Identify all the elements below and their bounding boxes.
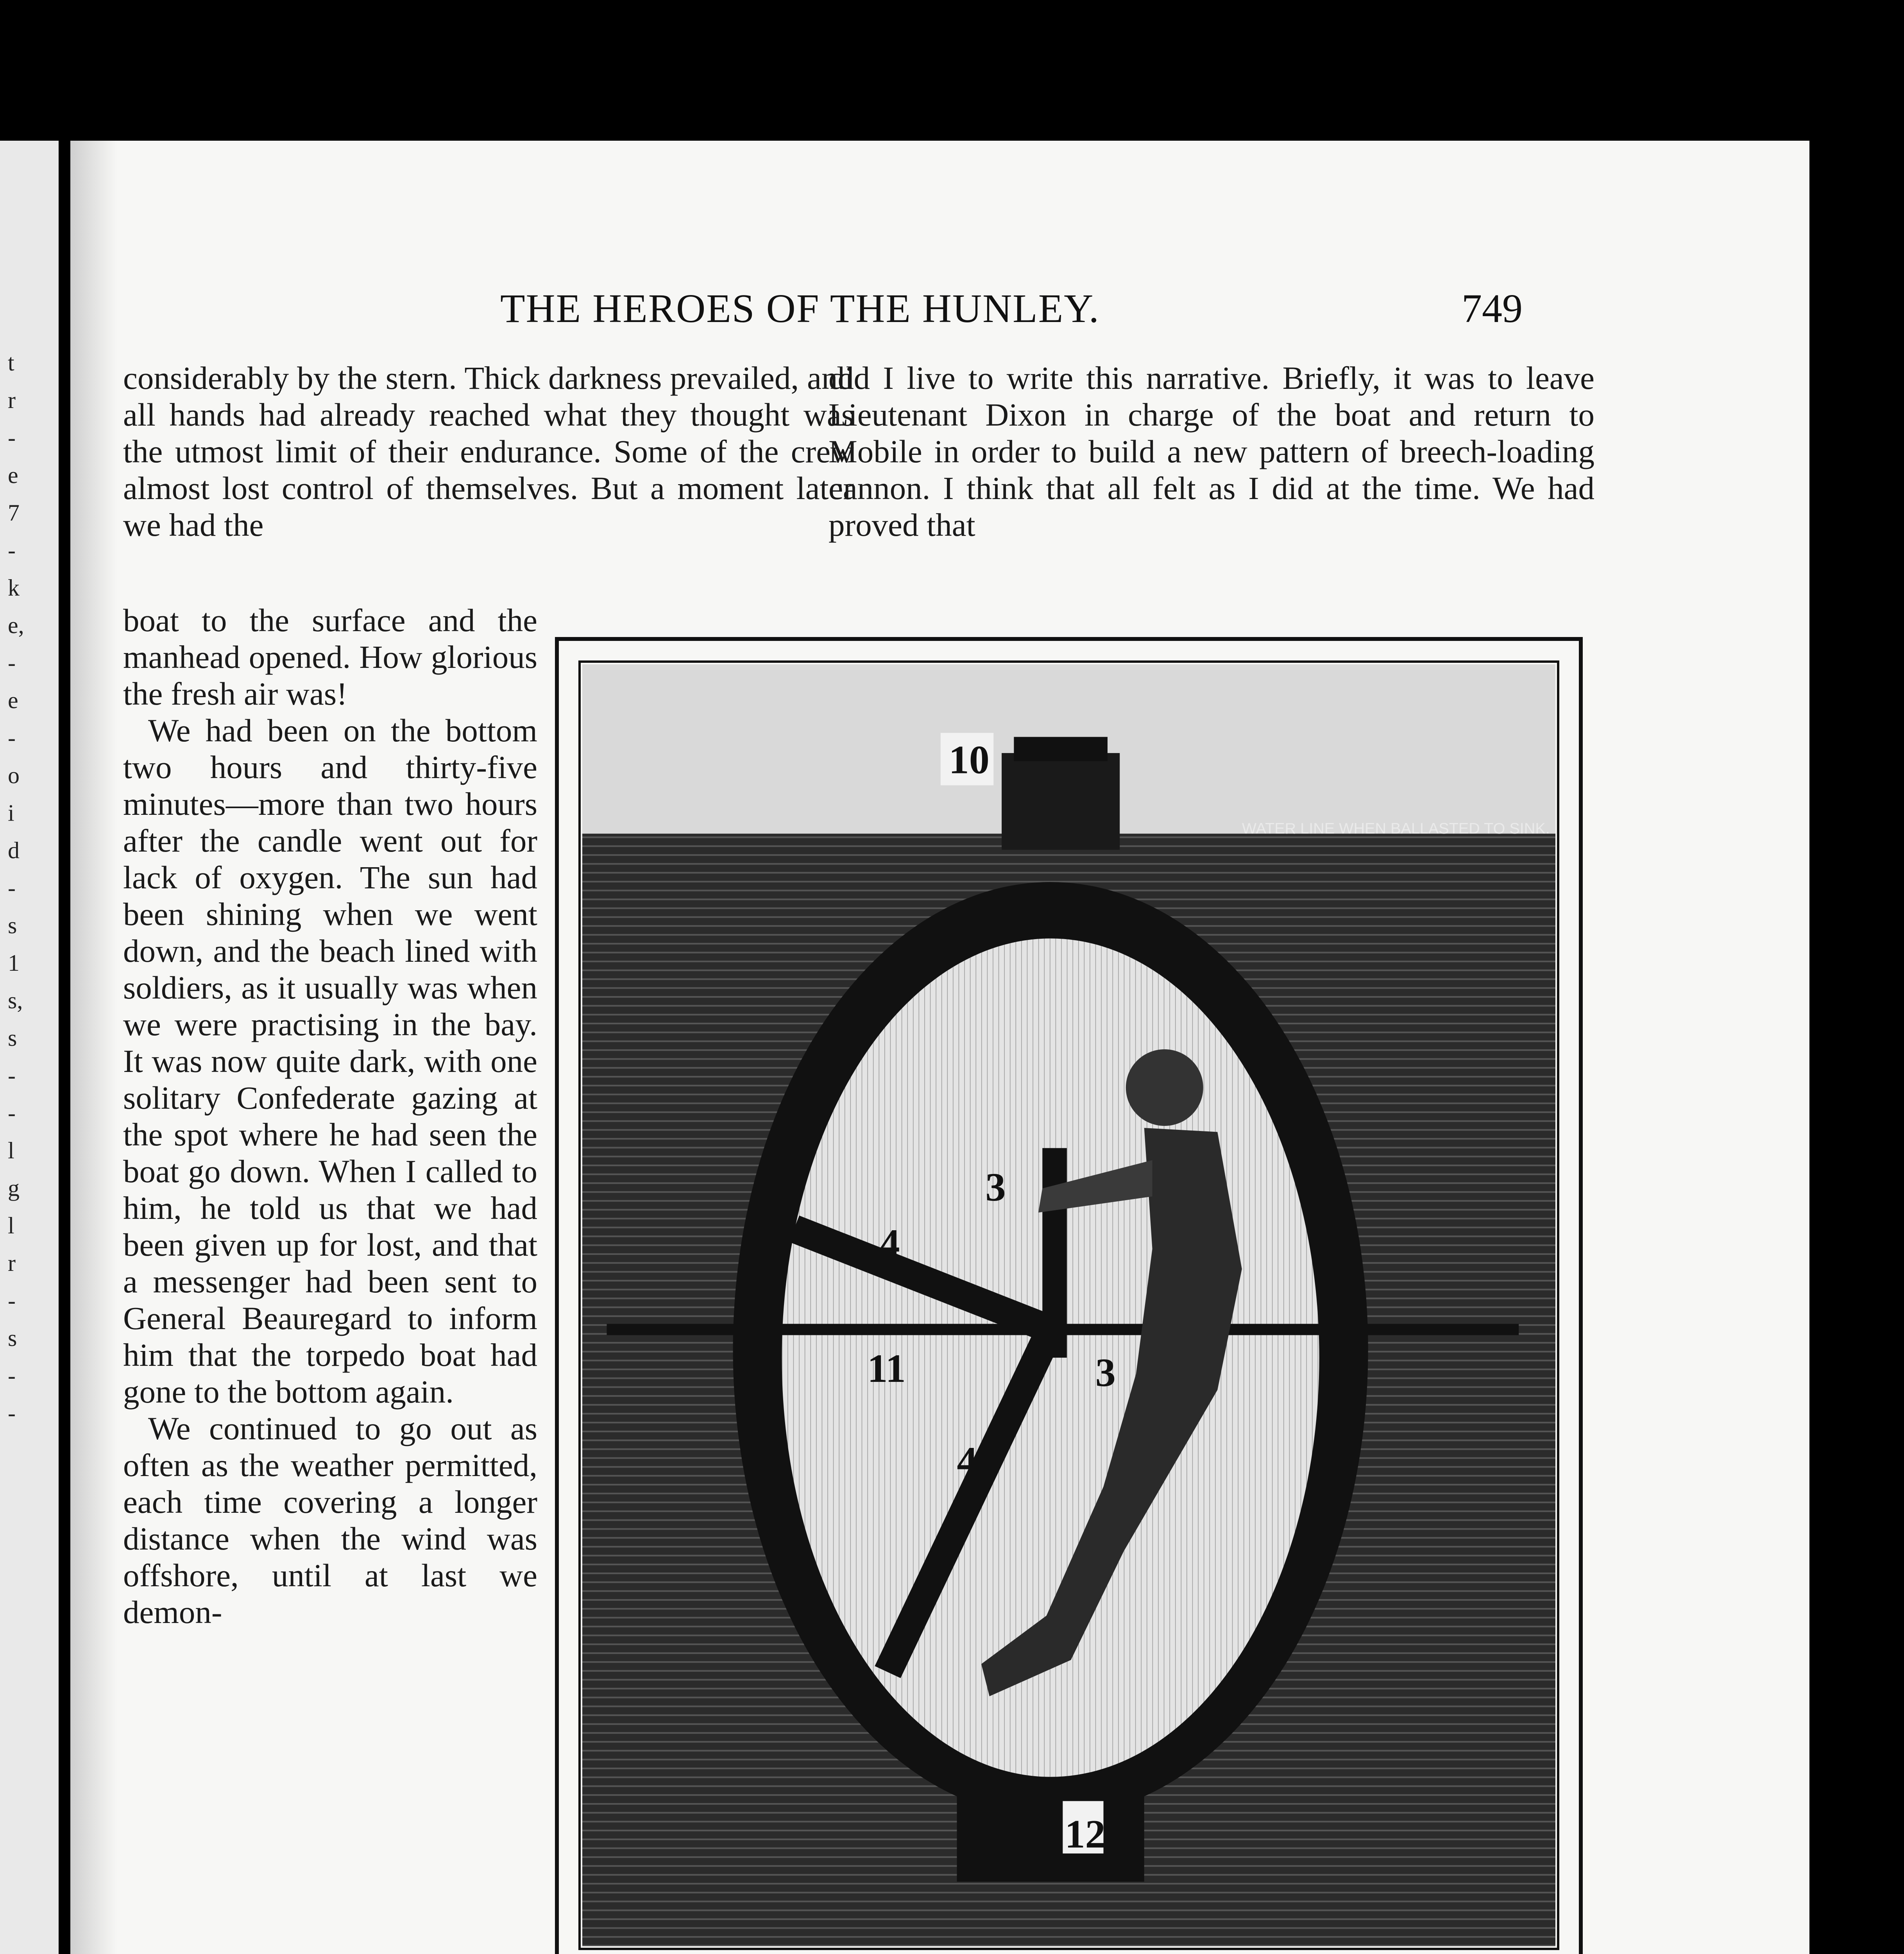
narrow-column-beside-figure (123, 602, 537, 1630)
strip-letter: s, (8, 988, 23, 1013)
strip-letter: r (8, 387, 16, 413)
strip-letter: - (8, 537, 16, 563)
magazine-page (70, 141, 1809, 1954)
strip-letter: e (8, 462, 18, 488)
adjacent-page-letters (8, 344, 51, 1432)
paragraph: did I live to write this narrative. Briefly, it was to leave Lieutenant Dixon in charge of the boat and return to Mobile in order to build a new pattern of breech-loading cannon. I think that all felt as I did at the time. We had proved that (829, 360, 1594, 543)
strip-letter: - (8, 1288, 16, 1313)
strip-letter: i (8, 800, 14, 826)
strip-letter: - (8, 875, 16, 901)
label-crank-upper: 3 (985, 1165, 1006, 1210)
paragraph: boat to the surface and the manhead opened. How glorious the fresh air was! (123, 602, 537, 712)
page-gutter-shadow (70, 141, 117, 1954)
label-fin-shaft: 11 (867, 1346, 906, 1391)
hatch-cover (1014, 737, 1108, 761)
strip-letter: - (8, 1400, 16, 1426)
strip-letter: - (8, 1063, 16, 1088)
strip-letter: e (8, 687, 18, 713)
strip-letter: k (8, 575, 20, 601)
right-column-top (829, 360, 1594, 543)
strip-letter: d (8, 837, 20, 863)
page-number: 749 (1462, 286, 1523, 331)
strip-letter: s (8, 913, 17, 938)
submarine-cross-section-illustration (582, 664, 1555, 1946)
illustration-svg (582, 664, 1555, 1946)
running-header-title: THE HEROES OF THE HUNLEY. (500, 286, 1100, 331)
strip-letter: g (8, 1175, 20, 1201)
label-hatch: 10 (948, 737, 990, 782)
paragraph: We continued to go out as often as the weather permitted, each time covering a longer distance when the wind was offshore, until at last we demon- (123, 1410, 537, 1630)
strip-letter: e, (8, 612, 24, 638)
strip-letter: l (8, 1213, 14, 1238)
strip-letter: l (8, 1138, 14, 1163)
label-brace-upper: 4 (879, 1221, 900, 1266)
strip-letter: - (8, 1363, 16, 1389)
paragraph: considerably by the stern. Thick darkness prevailed, and all hands had already reached what they thought was the utmost limit of their endurance. Some of the crew almost lost control of themselves. But a moment later we had the (123, 360, 854, 543)
strip-letter: 1 (8, 950, 20, 976)
strip-letter: 7 (8, 500, 20, 526)
strip-letter: s (8, 1325, 17, 1351)
hatch-tower (1002, 753, 1120, 850)
strip-letter: - (8, 1100, 16, 1126)
adjacent-page-strip (0, 141, 59, 1954)
strip-letter: r (8, 1250, 16, 1276)
paragraph: We had been on the bottom two hours and thirty-five minutes—more than two hours after the candle went out for lack of oxygen. The sun had been shining when we went down, and the beach lined with soldiers, as it usually was when we were practising in the bay. It was now quite dark, with one solitary Confederate gazing at the spot where he had seen the boat go down. When I called to him, he told us that we had been given up for lost, and that a messenger had been sent to General Beauregard to inform him that the torpedo boat had gone to the bottom again. (123, 712, 537, 1410)
label-crank-lower: 3 (1095, 1350, 1116, 1395)
keel-ballast (957, 1785, 1144, 1882)
strip-letter: o (8, 762, 20, 788)
strip-letter: - (8, 725, 16, 751)
crewman-head (1126, 1049, 1203, 1126)
strip-letter: - (8, 650, 16, 676)
strip-letter: s (8, 1025, 17, 1051)
left-column-top (123, 360, 854, 543)
crank-post (1042, 1148, 1067, 1358)
label-brace-lower: 4 (957, 1439, 977, 1484)
strip-letter: t (8, 350, 14, 376)
label-ballast: 12 (1065, 1812, 1106, 1857)
water-line-label: WATER LINE WHEN BALLASTED TO SINK. (1242, 820, 1550, 837)
strip-letter: - (8, 425, 16, 451)
figure-frame (555, 637, 1583, 1954)
